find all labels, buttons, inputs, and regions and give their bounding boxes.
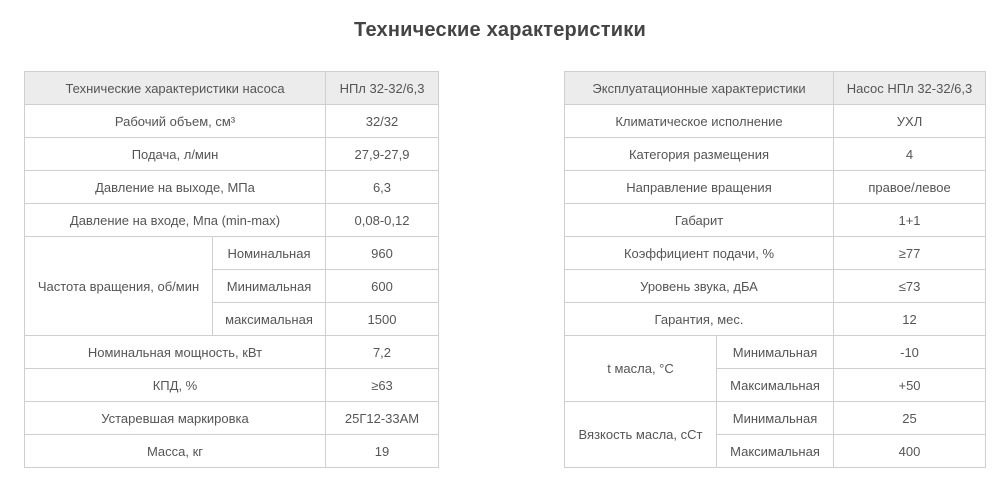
row-value: 19 — [326, 435, 439, 468]
table-row — [25, 402, 439, 435]
row-value: 600 — [326, 270, 439, 303]
row-value: 7,2 — [326, 336, 439, 369]
table-row — [25, 105, 439, 138]
row-label: Климатическое исполнение — [565, 105, 834, 138]
table-row — [565, 105, 986, 138]
row-label: Вязкость масла, сСт — [565, 402, 717, 468]
row-sublabel: Минимальная — [717, 402, 834, 435]
row-value: 12 — [834, 303, 986, 336]
table-row — [565, 138, 986, 171]
row-value: +50 — [834, 369, 986, 402]
row-label: Коэффициент подачи, % — [565, 237, 834, 270]
row-label: t масла, °С — [565, 336, 717, 402]
row-label: Устаревшая маркировка — [25, 402, 326, 435]
row-sublabel: максимальная — [213, 303, 326, 336]
header-cell: Технические характеристики насоса — [25, 72, 326, 105]
table-row — [565, 171, 986, 204]
row-label: Масса, кг — [25, 435, 326, 468]
row-value: 1500 — [326, 303, 439, 336]
table-row — [565, 237, 986, 270]
row-value: ≥63 — [326, 369, 439, 402]
table-row — [25, 138, 439, 171]
row-value: 32/32 — [326, 105, 439, 138]
row-value: 6,3 — [326, 171, 439, 204]
table-row — [25, 237, 439, 270]
row-value: 25Г12-33АМ — [326, 402, 439, 435]
table-row — [25, 369, 439, 402]
pump-specs-table — [24, 71, 439, 468]
row-sublabel: Максимальная — [717, 369, 834, 402]
row-value: 1+1 — [834, 204, 986, 237]
table-row — [565, 336, 986, 369]
row-label: Подача, л/мин — [25, 138, 326, 171]
table-row — [565, 204, 986, 237]
row-label: Гарантия, мес. — [565, 303, 834, 336]
row-label: Давление на выходе, МПа — [25, 171, 326, 204]
row-label: КПД, % — [25, 369, 326, 402]
row-value: 25 — [834, 402, 986, 435]
page-title: Технические характеристики — [354, 19, 646, 41]
row-sublabel: Минимальная — [213, 270, 326, 303]
row-value: 960 — [326, 237, 439, 270]
row-sublabel: Максимальная — [717, 435, 834, 468]
table-row — [25, 435, 439, 468]
row-label: Номинальная мощность, кВт — [25, 336, 326, 369]
row-label: Габарит — [565, 204, 834, 237]
table-header-row — [565, 72, 986, 105]
operating-specs-table — [564, 71, 986, 468]
row-label: Давление на входе, Мпа (min-max) — [25, 204, 326, 237]
header-cell: Насос НПл 32-32/6,3 — [834, 72, 986, 105]
row-value: ≥77 — [834, 237, 986, 270]
row-value: 400 — [834, 435, 986, 468]
row-value: -10 — [834, 336, 986, 369]
row-label: Уровень звука, дБА — [565, 270, 834, 303]
table-row — [25, 336, 439, 369]
row-label: Направление вращения — [565, 171, 834, 204]
header-cell: НПл 32-32/6,3 — [326, 72, 439, 105]
table-row — [25, 204, 439, 237]
row-value: ≤73 — [834, 270, 986, 303]
header-cell: Эксплуатационные характеристики — [565, 72, 834, 105]
table-header-row — [25, 72, 439, 105]
row-value: 27,9-27,9 — [326, 138, 439, 171]
row-label: Частота вращения, об/мин — [25, 237, 213, 336]
row-sublabel: Минимальная — [717, 336, 834, 369]
row-value: 4 — [834, 138, 986, 171]
table-row — [25, 171, 439, 204]
row-label: Категория размещения — [565, 138, 834, 171]
row-value: УХЛ — [834, 105, 986, 138]
row-sublabel: Номинальная — [213, 237, 326, 270]
row-label: Рабочий объем, см³ — [25, 105, 326, 138]
row-value: правое/левое — [834, 171, 986, 204]
table-row — [565, 303, 986, 336]
row-value: 0,08-0,12 — [326, 204, 439, 237]
table-row — [565, 402, 986, 435]
table-row — [565, 270, 986, 303]
